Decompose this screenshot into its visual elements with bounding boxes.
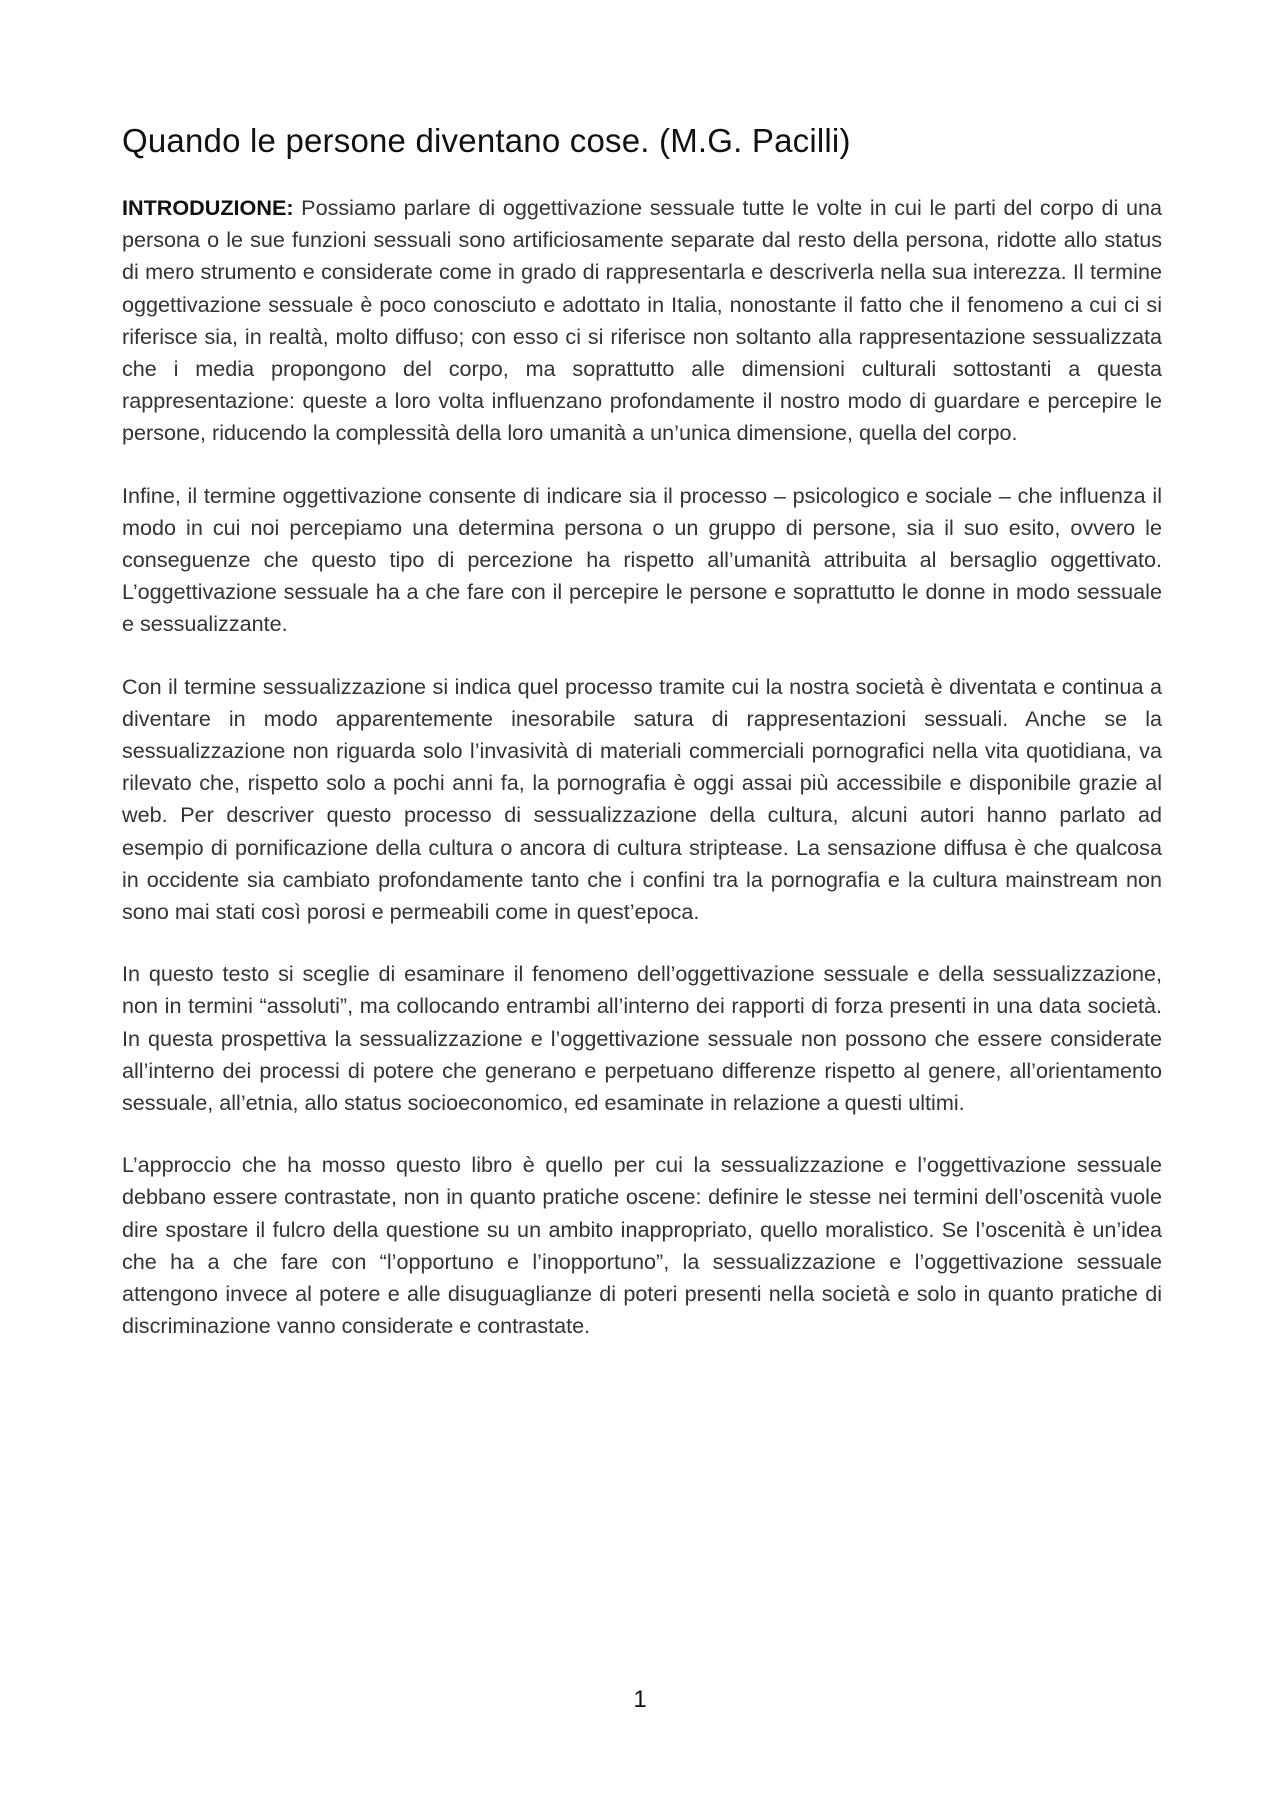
introduction-label: INTRODUZIONE: [122, 195, 294, 220]
paragraph: Con il termine sessualizzazione si indica quel processo tramite cui la nostra società è diventata e continua a diventare in modo apparentemente inesorabile satura di rappresentazioni sessuali. Anche se la sessualizzazione non riguarda solo l’invasività di materiali commerciali pornografici nella vita quotidiana, va rilevato che, rispetto solo a pochi anni fa, la pornografia è oggi assai più accessibile e disponibile grazie al web. Per descriver questo processo di sessualizzazione della cultura, alcuni autori hanno parlato ad esempio di pornificazione della cultura o ancora di cultura striptease. La sensazione diffusa è che qualcosa in occidente sia cambiato profondamente tanto che i confini tra la pornografia e la cultura mainstream non sono mai stati così porosi e permeabili come in quest’epoca. [122, 673, 1162, 925]
document-title: Quando le persone diventano cose. (M.G. Pacilli) [122, 122, 851, 159]
paragraph: In questo testo si sceglie di esaminare il fenomeno dell’oggettivazione sessuale e della sessualizzazione, non in termini “assoluti”, ma collocando entrambi all’interno dei rapporti di forza presenti in una data società. In questa prospettiva la sessualizzazione e l’oggettivazione sessuale non possono che essere considerate all’interno dei processi di potere che generano e perpetuano differenze rispetto al genere, all’orientamento sessuale, all’etnia, allo status socioeconomico, ed esaminate in relazione a questi ultimi. [122, 961, 1162, 1116]
paragraph-introduction [122, 192, 1162, 450]
paragraph: Infine, il termine oggettivazione consente di indicare sia il processo – psicologico e sociale – che influenza il modo in cui noi percepiamo una determina persona o un gruppo di persone, sia il suo esito, ovvero le conseguenze che questo tipo di percezione ha rispetto all’umanità attribuita al bersaglio oggettivato. L’oggettivazione sessuale ha a che fare con il percepire le persone e soprattutto le donne in modo sessuale e sessualizzante. [122, 482, 1162, 637]
paragraph-text: Possiamo parlare di oggettivazione sessuale tutte le volte in cui le parti del corpo di una persona o le sue funzioni sessuali sono artificiosamente separate dal resto della persona, ridotte allo status di mero strumento e considerate come in grado di rappresentarla e descriverla nella sua interezza. Il termine oggettivazione sessuale è poco conosciuto e adottato in Italia, nonostante il fatto che il fenomeno a cui ci si riferisce sia, in realtà, molto diffuso; con esso ci si riferisce non soltanto alla rappresentazione sessualizzata che i media propongono del corpo, ma soprattutto alle dimensioni culturali sottostanti a questa rappresentazione: queste a loro volta influenzano profondamente il nostro modo di guardare e percepire le persone, riducendo la complessità della loro umanità a un’unica dimensione, quella del corpo. [122, 195, 1162, 446]
document-content [122, 120, 1162, 1373]
page-number: 1 [633, 1686, 647, 1713]
paragraph: L’approccio che ha mosso questo libro è quello per cui la sessualizzazione e l’oggettivazione sessuale debbano essere contrastate, non in quanto pratiche oscene: definire le stesse nei termini dell’oscenità vuole dire spostare il fulcro della questione su un ambito inappropriato, quello moralistico. Se l’oscenità è un’idea che ha a che fare con “l’opportuno e l’inopportuno”, la sessualizzazione e l’oggettivazione sessuale attengono invece al potere e alle disuguaglianze di poteri presenti nella società e solo in quanto pratiche di discriminazione vanno considerate e contrastate. [122, 1152, 1162, 1339]
